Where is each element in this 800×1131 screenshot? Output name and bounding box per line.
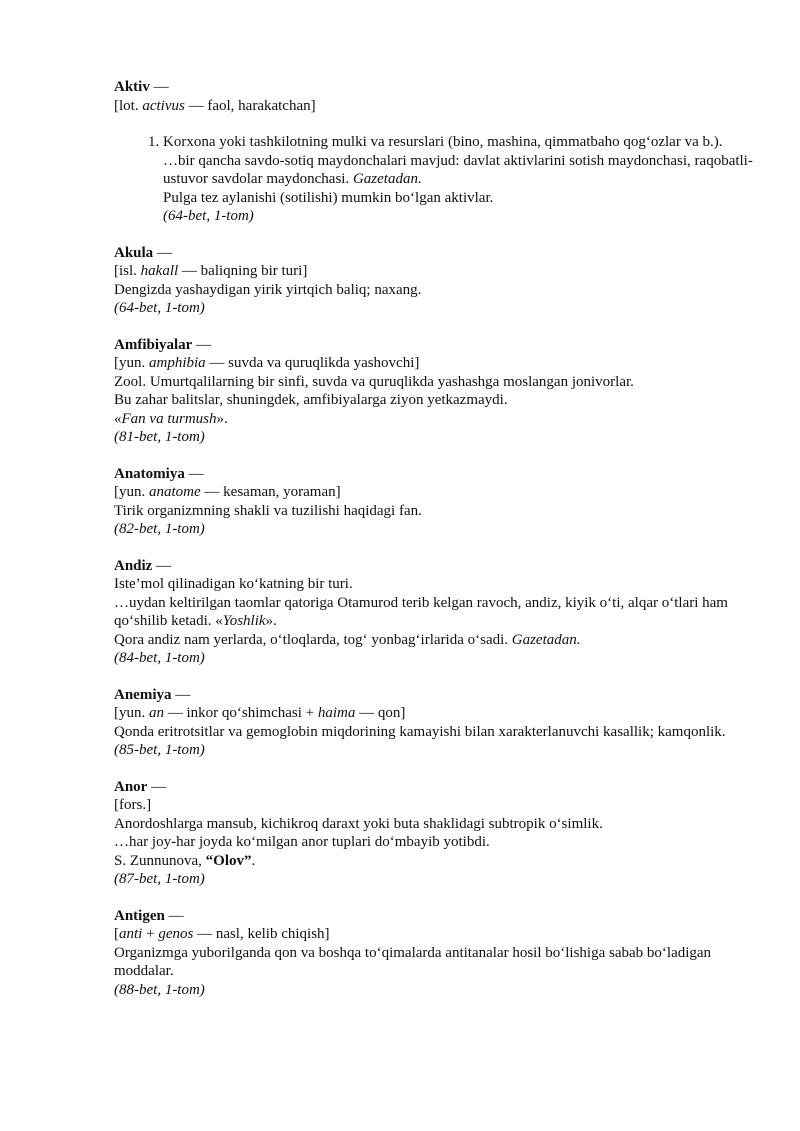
definition: Qonda eritrotsitlar va gemoglobin miqdorining kamayishi bilan xarakterlanuvchi kasallik; kamqonlik. (114, 723, 726, 740)
entry-anor (114, 778, 754, 889)
headword-line (114, 557, 754, 576)
example (114, 594, 754, 631)
page-reference: (87-bet, 1-tom) (114, 871, 205, 887)
headword-dash: — (153, 244, 172, 261)
sense-item (163, 133, 754, 226)
example-source: Gazetadan. (511, 631, 581, 648)
etymology-prefix: [isl. (114, 263, 141, 279)
etymology-source-word: anatome (149, 484, 201, 500)
headword-dash: — (171, 686, 191, 703)
etymology-prefix: [lot. (114, 97, 143, 114)
etymology-prefix: [ (114, 926, 119, 942)
definition: Anordoshlarga mansub, kichikroq daraxt yoki buta shaklidagi subtropik o‘simlik. (114, 815, 603, 832)
entry-anatomiya (114, 465, 754, 539)
example-text: Qora andiz nam yerlarda, o‘tloqlarda, tog‘ yonbag‘irlarida o‘sadi. (114, 631, 512, 648)
headword: Akula (114, 244, 154, 261)
etymology-source-word: haima (317, 705, 356, 721)
headword-line (114, 686, 754, 705)
headword: Antigen (114, 907, 165, 924)
headword-line (114, 244, 754, 263)
example-text: …bir qancha savdo-sotiq maydonchalari mavjud: davlat aktivlarini sotish maydonchasi, raqobatli-ustuvor savdolar maydonchasi. (163, 152, 753, 187)
etymology-prefix: [yun. (114, 484, 149, 500)
etymology (114, 925, 754, 944)
entry-akula (114, 244, 754, 318)
quote-close: ». (216, 410, 228, 427)
headword: Anor (114, 778, 148, 795)
etymology-meaning: — kesaman, yoraman] (200, 484, 341, 500)
punctuation: . (251, 852, 256, 869)
headword-dash: — (149, 79, 169, 95)
headword: Anatomiya (114, 465, 185, 482)
etymology (114, 97, 754, 116)
example: …har joy-har joyda ko‘milgan anor tuplari do‘mbayib yotibdi. (114, 834, 490, 850)
work-title: “Olov” (205, 852, 252, 869)
etymology-meaning: — baliqning bir turi] (178, 263, 308, 279)
entry-andiz (114, 557, 754, 668)
definition: Zool. Umurtqalilarning bir sinfi, suvda va quruqlikda yashashga moslangan jonivorlar. (114, 373, 634, 390)
quote-close: ». (265, 613, 277, 629)
example-source: Yoshlik (222, 613, 266, 629)
etymology-source-word: activus (142, 97, 185, 114)
etymology-source-word: an (149, 705, 164, 721)
example-source (114, 852, 754, 871)
definition: Tirik organizmning shakli va tuzilishi haqidagi fan. (114, 502, 422, 519)
etymology-source-word: genos (158, 926, 194, 942)
dictionary-page (114, 78, 754, 1017)
example (163, 152, 754, 189)
headword-dash: — (147, 778, 167, 795)
definition: 1. Korxona yoki tashkilotning mulki va resurslari (bino, mashina, qimmatbaho qog‘ozlar va b.). (163, 134, 723, 150)
definition: Dengizda yashaydigan yirik yirtqich baliq; naxang. (114, 281, 422, 298)
etymology-meaning: — suvda va quruqlikda yashovchi] (205, 355, 420, 371)
etymology (114, 704, 754, 723)
etymology-source-word: amphibia (149, 355, 206, 371)
headword-dash: — (152, 557, 172, 574)
example: Bu zahar balitslar, shuningdek, amfibiyalarga ziyon yetkazmaydi. (114, 392, 508, 408)
headword-dash: — (192, 336, 212, 353)
headword-line (114, 336, 754, 355)
example-source (114, 410, 754, 429)
headword-line (114, 465, 754, 484)
etymology (114, 354, 754, 373)
example-text: …uydan keltirilgan taomlar qatoriga Otamurod terib kelgan ravoch, andiz, kiyik o‘ti, alqar o‘tlari ham qo‘shilib ketadi. « (114, 594, 728, 629)
headword: Andiz (114, 557, 153, 574)
example: Pulga tez aylanishi (sotilishi) mumkin bo‘lgan aktivlar. (163, 189, 494, 206)
headword: Amfibiyalar (114, 336, 193, 353)
headword-dash: — (184, 465, 204, 482)
entry-antigen (114, 907, 754, 1000)
page-reference: (88-bet, 1-tom) (114, 981, 205, 998)
sense-list (114, 133, 754, 226)
entry-anemiya (114, 686, 754, 760)
quote-open: « (114, 410, 122, 427)
headword-line (114, 907, 754, 926)
etymology-prefix: [yun. (114, 705, 149, 721)
source-title: Fan va turmush (121, 410, 217, 427)
headword-line (114, 78, 754, 97)
headword: Anemiya (114, 686, 172, 703)
page-reference: (64-bet, 1-tom) (114, 300, 205, 316)
etymology: [fors.] (114, 797, 152, 813)
page-reference: (82-bet, 1-tom) (114, 521, 205, 537)
etymology-meaning: — faol, harakatchan] (184, 97, 316, 114)
entry-aktiv (114, 78, 754, 226)
headword: Aktiv (114, 79, 150, 95)
etymology (114, 483, 754, 502)
page-reference: (64-bet, 1-tom) (163, 208, 254, 224)
page-reference: (85-bet, 1-tom) (114, 742, 205, 758)
headword-dash: — (164, 907, 184, 924)
headword-line (114, 778, 754, 797)
etymology (114, 262, 754, 281)
example-source: Gazetadan. (352, 171, 422, 187)
etymology-meaning: — qon] (355, 705, 406, 721)
definition: Organizmga yuborilganda qon va boshqa to‘qimalarda antitanalar hosil bo‘lishiga sabab bo‘ladigan moddalar. (114, 944, 712, 979)
etymology-prefix: [yun. (114, 355, 149, 371)
etymology-meaning: + (142, 926, 159, 942)
etymology-meaning: — inkor qo‘shimchasi + (164, 705, 318, 721)
etymology-source-word: hakall (140, 263, 179, 279)
etymology-source-word: anti (119, 926, 143, 942)
etymology-meaning: — nasl, kelib chiqish] (193, 926, 330, 942)
author: S. Zunnunova, (114, 852, 206, 869)
page-reference: (84-bet, 1-tom) (114, 650, 205, 666)
page-reference: (81-bet, 1-tom) (114, 429, 205, 445)
entry-amfibiyalar (114, 336, 754, 447)
definition: Iste’mol qilinadigan ko‘katning bir turi. (114, 576, 353, 592)
example (114, 631, 754, 650)
